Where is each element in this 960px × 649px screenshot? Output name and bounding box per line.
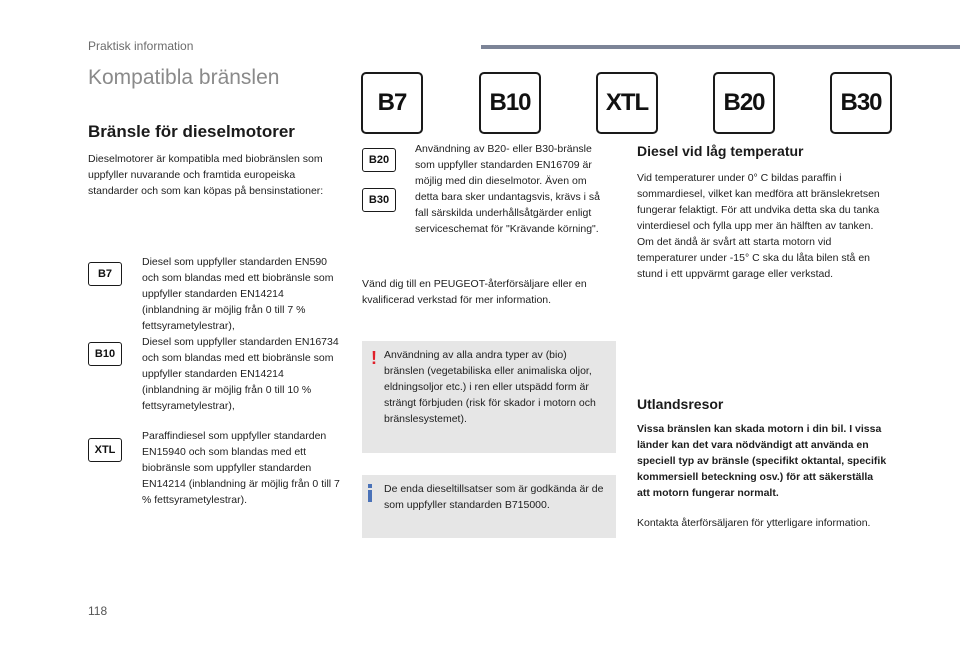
low-temp-section [637,170,892,282]
info-text: De enda dieseltillsatser som är godkända är de som uppfyller standarden B715000. [384,483,604,511]
badge-b30-large: B30 [830,72,892,134]
abroad-text: Kontakta återförsäljaren för ytterligare information. [637,517,871,529]
low-temp-text-1: Vid temperaturer under 0° C bildas paraffin i sommardiesel, vilket kan medföra att bränslekretsen fungerar felaktigt. För att undvika detta ska du tanka vinterdiesel och fylla upp mer än hälften av tanken. [637,172,880,232]
badge-b20: B20 [362,148,396,172]
info-icon [368,484,372,502]
abroad-heading: Utlandsresor [637,396,724,412]
badge-b20-large: B20 [713,72,775,134]
abroad-bold-text: Vissa bränslen kan skada motorn i din bil. I vissa länder kan det vara nödvändigt att använda en speciell typ av bränsle (specifikt oktantal, specifik kommersiell beteckning osv.) för att säkerställa att motorn fungerar normalt. [637,423,887,499]
page-number: 118 [88,604,108,618]
low-temp-text-2: Om det ändå är svårt att starta motorn vid temperaturer under -15° C ska du låta bilen stå en stund i ett uppvärmt garage eller verkstad. [637,236,870,280]
low-temp-heading: Diesel vid låg temperatur [637,143,804,159]
header-bar [481,45,960,49]
badge-b10-large: B10 [479,72,541,134]
diesel-heading: Bränsle för dieselmotorer [88,122,295,141]
fuel-xtl-text: Paraffindiesel som uppfyller standarden EN15940 och som blandas med ett biobränsle som uppfyller standarden EN14214 (inblandning är möjlig från 0 till 7 % fettsyrametylestrar). [142,430,340,506]
badge-xtl-large: XTL [596,72,658,134]
diesel-intro: Dieselmotorer är kompatibla med biobränslen som uppfyller nuvarande och framtida europeiska standarder och som kan köpas på bensinstationer: [88,153,324,197]
fuel-b10-text: Diesel som uppfyller standarden EN16734 och som blandas med ett biobränsle som uppfyller standarden EN14214 (inblandning är möjlig från 0 till 10 % fettsyrametylestrar), [142,336,339,412]
badge-b30: B30 [362,188,396,212]
badge-xtl: XTL [88,438,122,462]
dealer-text: Vänd dig till en PEUGEOT-återförsäljare eller en kvalificerad verkstad för mer information. [362,278,587,306]
badge-b10: B10 [88,342,122,366]
badge-b7-large: B7 [361,72,423,134]
b20-b30-text: Användning av B20- eller B30-bränsle som uppfyller standarden EN16709 är möjlig med din dieselmotor. Även om detta bara sker undantagsvis, krävs i så fall särskilda underhållsåtgärder enligt serviceschemat för "Krävande körning". [415,143,601,235]
warning-icon: ! [371,348,377,368]
section-label: Praktisk information [88,39,194,53]
badge-b7: B7 [88,262,122,286]
fuel-b7-text: Diesel som uppfyller standarden EN590 och som blandas med ett biobränsle som uppfyller standarden EN14214 (inblandning är möjlig från 0 till 7 % fettsyrametylestrar), [142,256,334,332]
warning-text: Användning av alla andra typer av (bio) bränslen (vegetabiliska eller animaliska oljor, eldningsoljor etc.) i ren eller utspädd form är strängt förbjuden (risk för skador i motorn och bränslesystemet). [384,349,596,425]
page-title: Kompatibla bränslen [88,66,280,89]
